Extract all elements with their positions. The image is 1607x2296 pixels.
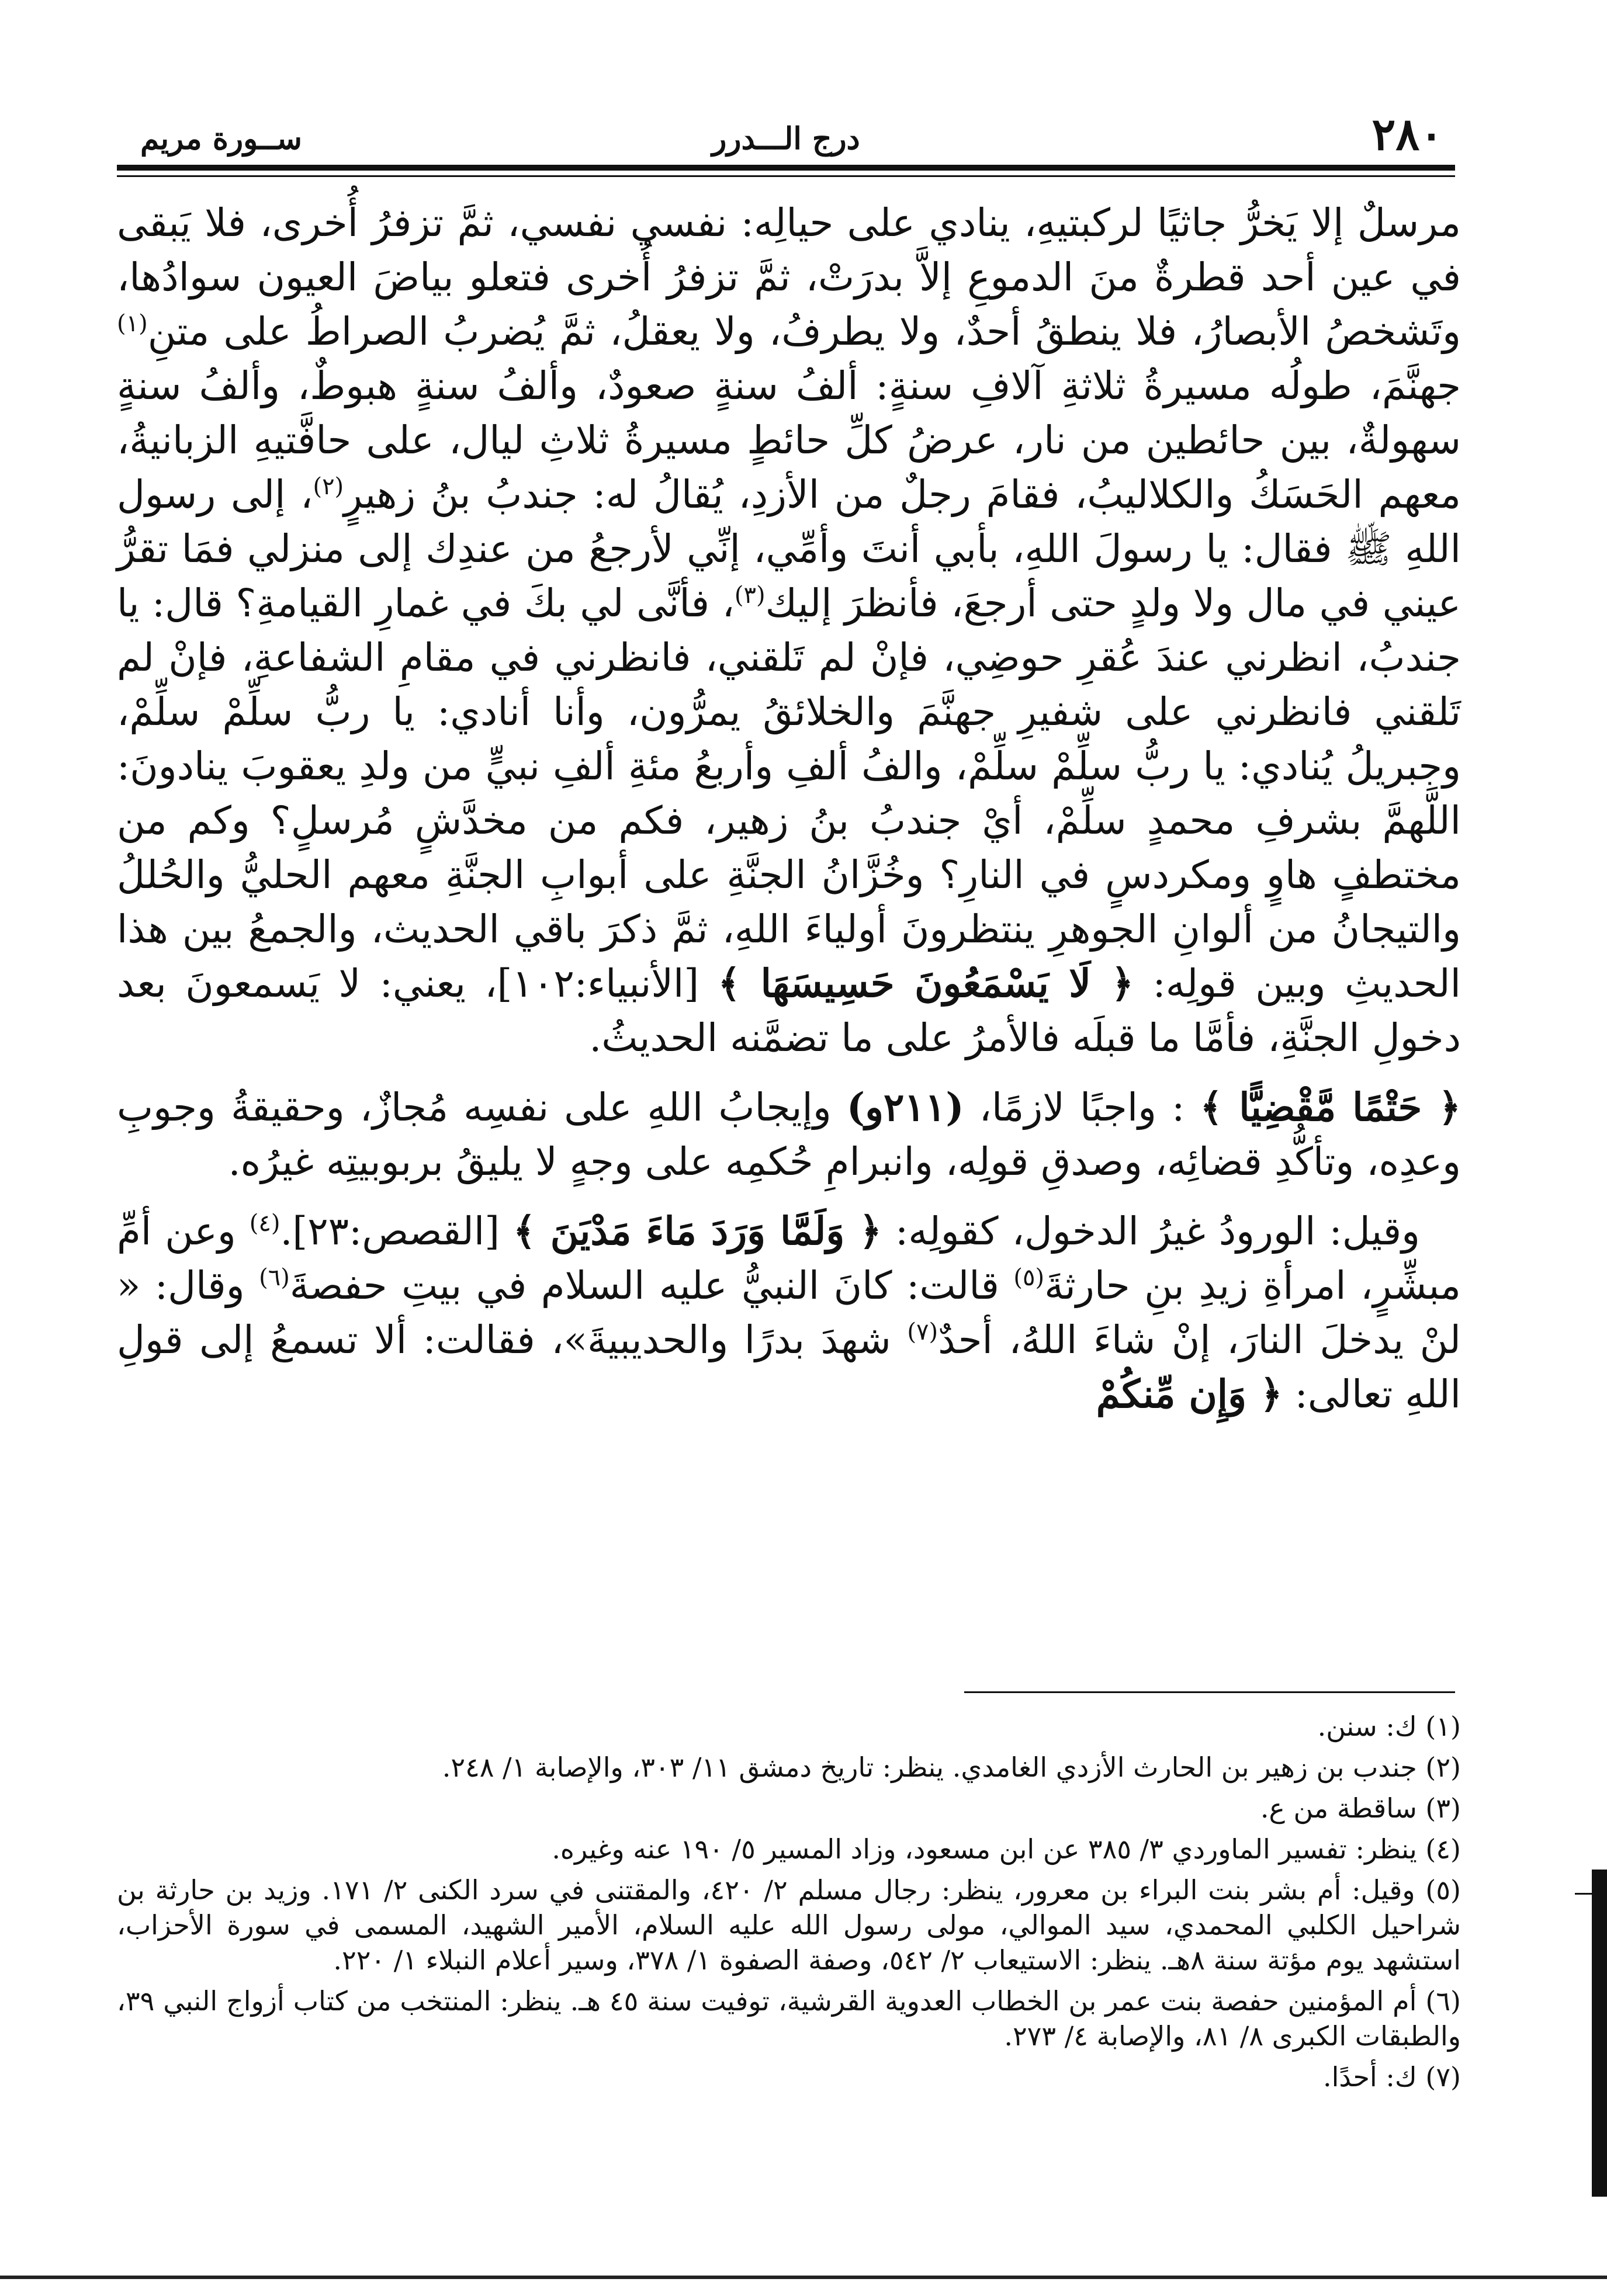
quran-verse: ﴿ وَلَمَّا وَرَدَ مَاءَ مَدْيَنَ ﴾ <box>513 1208 882 1254</box>
scan-bottom-edge <box>0 2276 1607 2279</box>
footnote-1: (١) ك: سنن. <box>1317 1711 1461 1742</box>
footnotes <box>117 1709 1461 2094</box>
text-run: ، فأنَّى لي بكَ في غمارِ القيامةِ؟ قال: يا جندبُ، انظرني عندَ عُقرِ حوضِي، فإنْ لم تَلقني، فانظرني في مقامِ الشفاعةِ، فإنْ لم تَلقني فانظرني على شفيرِ جهنَّمَ والخلائقُ يمرُّون، وأنا أنادي: يا ربُّ سلِّمْ سلِّمْ، وجبريلُ يُنادي: يا ربُّ سلِّمْ سلِّمْ، والفُ ألفِ وأربعُ مئةِ ألفِ نبيٍّ من ولدِ يعقوبَ ينادونَ: اللَّهمَّ بشرفِ محمدٍ سلِّمْ، أيْ جندبُ بنُ زهير، فكم من مخدَّشٍ مُرسلٍ؟ وكم من مختطفٍ هاوٍ ومكردسٍ في النارِ؟ وخُزَّانُ الجنَّةِ على أبوابِ الجنَّةِ معهم الحليُّ والحُللُ والتيجانُ من ألوانِ الجوهرِ ينتظرونَ أولياءَ اللهِ، ثمَّ ذكرَ باقي الحديث، والجمعُ بين هذا الحديثِ وبين قولِه: <box>117 581 1461 1006</box>
footnote-6: (٦) أم المؤمنين حفصة بنت عمر بن الخطاب العدوية القرشية، توفيت سنة ٤٥ هـ. ينظر: المنتخب من كتاب أزواج النبي ٣٩، والطبقات الكبرى ٨/ ٨١، والإصابة ٤/ ٢٧٣. <box>117 1985 1461 2052</box>
quran-verse: ﴿ حَتْمًا مَّقْضِيًّا ﴾ <box>1200 1084 1461 1130</box>
text-run: مرسلٌ إلا يَخرُّ جاثيًا لركبتيهِ، ينادي على حيالِه: نفسي نفسي، ثمَّ تزفرُ أُخرى، فلا يَبقى في عين أحد قطرةٌ منَ الدموعِ إلاَّ بدرَتْ، ثمَّ تزفرُ أُخرى فتعلو بياضَ العيون سوادُها، وتَشخصُ الأبصارُ، فلا ينطقُ أحدٌ، ولا يطرفُ، ولا يعقلُ، ثمَّ يُضربُ الصراطُ على متنِ <box>117 200 1461 354</box>
main-text <box>117 196 1461 1421</box>
scan-edge-tick <box>1575 1893 1607 1895</box>
text-run: وعن أمِّ مبشِّرٍ، امرأةِ زيدِ بنِ حارثةَ <box>117 1209 1461 1308</box>
text-run: [القصص:٢٣]. <box>280 1209 514 1254</box>
header-rule-thick <box>117 165 1455 171</box>
header-rule-thin <box>117 175 1455 177</box>
footnote-5: (٥) وقيل: أم بشر بنت البراء بن معرور، ينظر: رجال مسلم ٢/ ٤٢٠، والمقتنى في سرد الكنى ٢/ ١٧١. وزيد بن حارثة بن شراحيل الكلبي المحمدي، سيد الموالي، مولى رسول الله عليه السلام، الأمير الشهيد، المسمى في سورة الأحزاب، استشهد يوم مؤتة سنة ٨هـ. ينظر: الاستيعاب ٢/ ٥٤٢، وصفة الصفوة ١/ ٣٧٨، وسير أعلام النبلاء ١/ ٢٢٠. <box>117 1874 1461 1976</box>
text-run: وقال: « لنْ يدخلَ النارَ، إنْ شاءَ اللهُ، أحدٌ <box>117 1263 1461 1362</box>
footnote-separator <box>964 1691 1455 1693</box>
surah-title: ســورة مريم <box>140 121 302 157</box>
scan-edge-bar <box>1592 1870 1607 2197</box>
footnote-2: (٢) جندب بن زهير بن الحارث الأزدي الغامدي. ينظر: تاريخ دمشق ١١/ ٣٠٣، والإصابة ١/ ٢٤٨. <box>442 1752 1461 1783</box>
footnote-ref-5[interactable]: (٥) <box>1013 1264 1045 1291</box>
text-run: : واجبًا لازمًا، <box>964 1085 1200 1130</box>
footnote-ref-2[interactable]: (٢) <box>313 473 344 500</box>
footnote-ref-4[interactable]: (٤) <box>249 1210 280 1237</box>
footnote-3: (٣) ساقطة من ع. <box>1260 1792 1461 1824</box>
text-run: وإيجابُ اللهِ على نفسِه مُجازٌ، وحقيقةُ وجوبِ وعدِه، وتأكُّدِ قضائِه، وصدقِ قولِه، وانبرامِ حُكمِه على وجهٍ لا يليقُ بربوبيتِه غيرُه. <box>117 1085 1461 1184</box>
footnote-4: (٤) ينظر: تفسير الماوردي ٣/ ٣٨٥ عن ابن مسعود، وزاد المسير ٥/ ١٩٠ عنه وغيره. <box>552 1833 1461 1865</box>
folio-marker: (٢١١و) <box>846 1084 964 1130</box>
paragraph-1 <box>117 196 1461 1065</box>
text-run: وقيل: الورودُ غيرُ الدخول، كقولِه: <box>881 1209 1421 1254</box>
paragraph-3 <box>117 1204 1461 1421</box>
text-run: شهدَ بدرًا والحديبيةَ»، فقالت: ألا تسمعُ إلى قولِ اللهِ تعالى: <box>117 1317 1461 1417</box>
footnote-ref-7[interactable]: (٧) <box>907 1319 938 1345</box>
page-number: ٢٨٠ <box>1372 108 1443 160</box>
paragraph-2 <box>117 1080 1461 1189</box>
footnote-ref-3[interactable]: (٣) <box>734 582 766 609</box>
book-title: درج الـــدرر <box>712 121 860 157</box>
text-run: قالت: كانَ النبيُّ عليه السلام في بيتِ حفصةَ <box>289 1263 1014 1308</box>
quran-verse: ﴿ وَإِن مِّنكُمْ <box>1096 1371 1283 1417</box>
quran-verse: ﴿ لَا يَسْمَعُونَ حَسِيسَهَا ﴾ <box>718 960 1134 1006</box>
text-run: ، إلى رسول اللهِ ﷺ فقال: يا رسولَ اللهِ، بأبي أنتَ وأمِّي، إنِّي لأرجعُ من عندِك إلى منزلي فمَا تقرُّ عيني في مال ولا ولدٍ حتى أرجعَ، فأنظرَ إليك <box>117 472 1461 626</box>
footnote-ref-1[interactable]: (١) <box>117 310 148 337</box>
text-run: [الأنبياء:١٠٢]، يعني: لا يَسمعونَ بعد دخولِ الجنَّةِ، فأمَّا ما قبلَه فالأمرُ على ما تضمَّنه الحديثُ. <box>117 961 1461 1060</box>
text-run: جهنَّمَ، طولُه مسيرةُ ثلاثةِ آلافِ سنةٍ: ألفُ سنةٍ صعودٌ، وألفُ سنةٍ هبوطٌ، وألفُ سنةٍ سهولةٌ، بين حائطين من نار، عرضُ كلِّ حائطٍ مسيرةُ ثلاثِ ليال، على حافَّتيهِ الزبانيةُ، معهم الحَسَكُ والكلاليبُ، فقامَ رجلٌ من الأزدِ، يُقالُ له: جندبُ بنُ زهيرٍ <box>117 363 1461 517</box>
footnote-7: (٧) ك: أحدًا. <box>1322 2061 1461 2093</box>
footnote-ref-6[interactable]: (٦) <box>259 1264 290 1291</box>
running-header <box>117 108 1455 164</box>
